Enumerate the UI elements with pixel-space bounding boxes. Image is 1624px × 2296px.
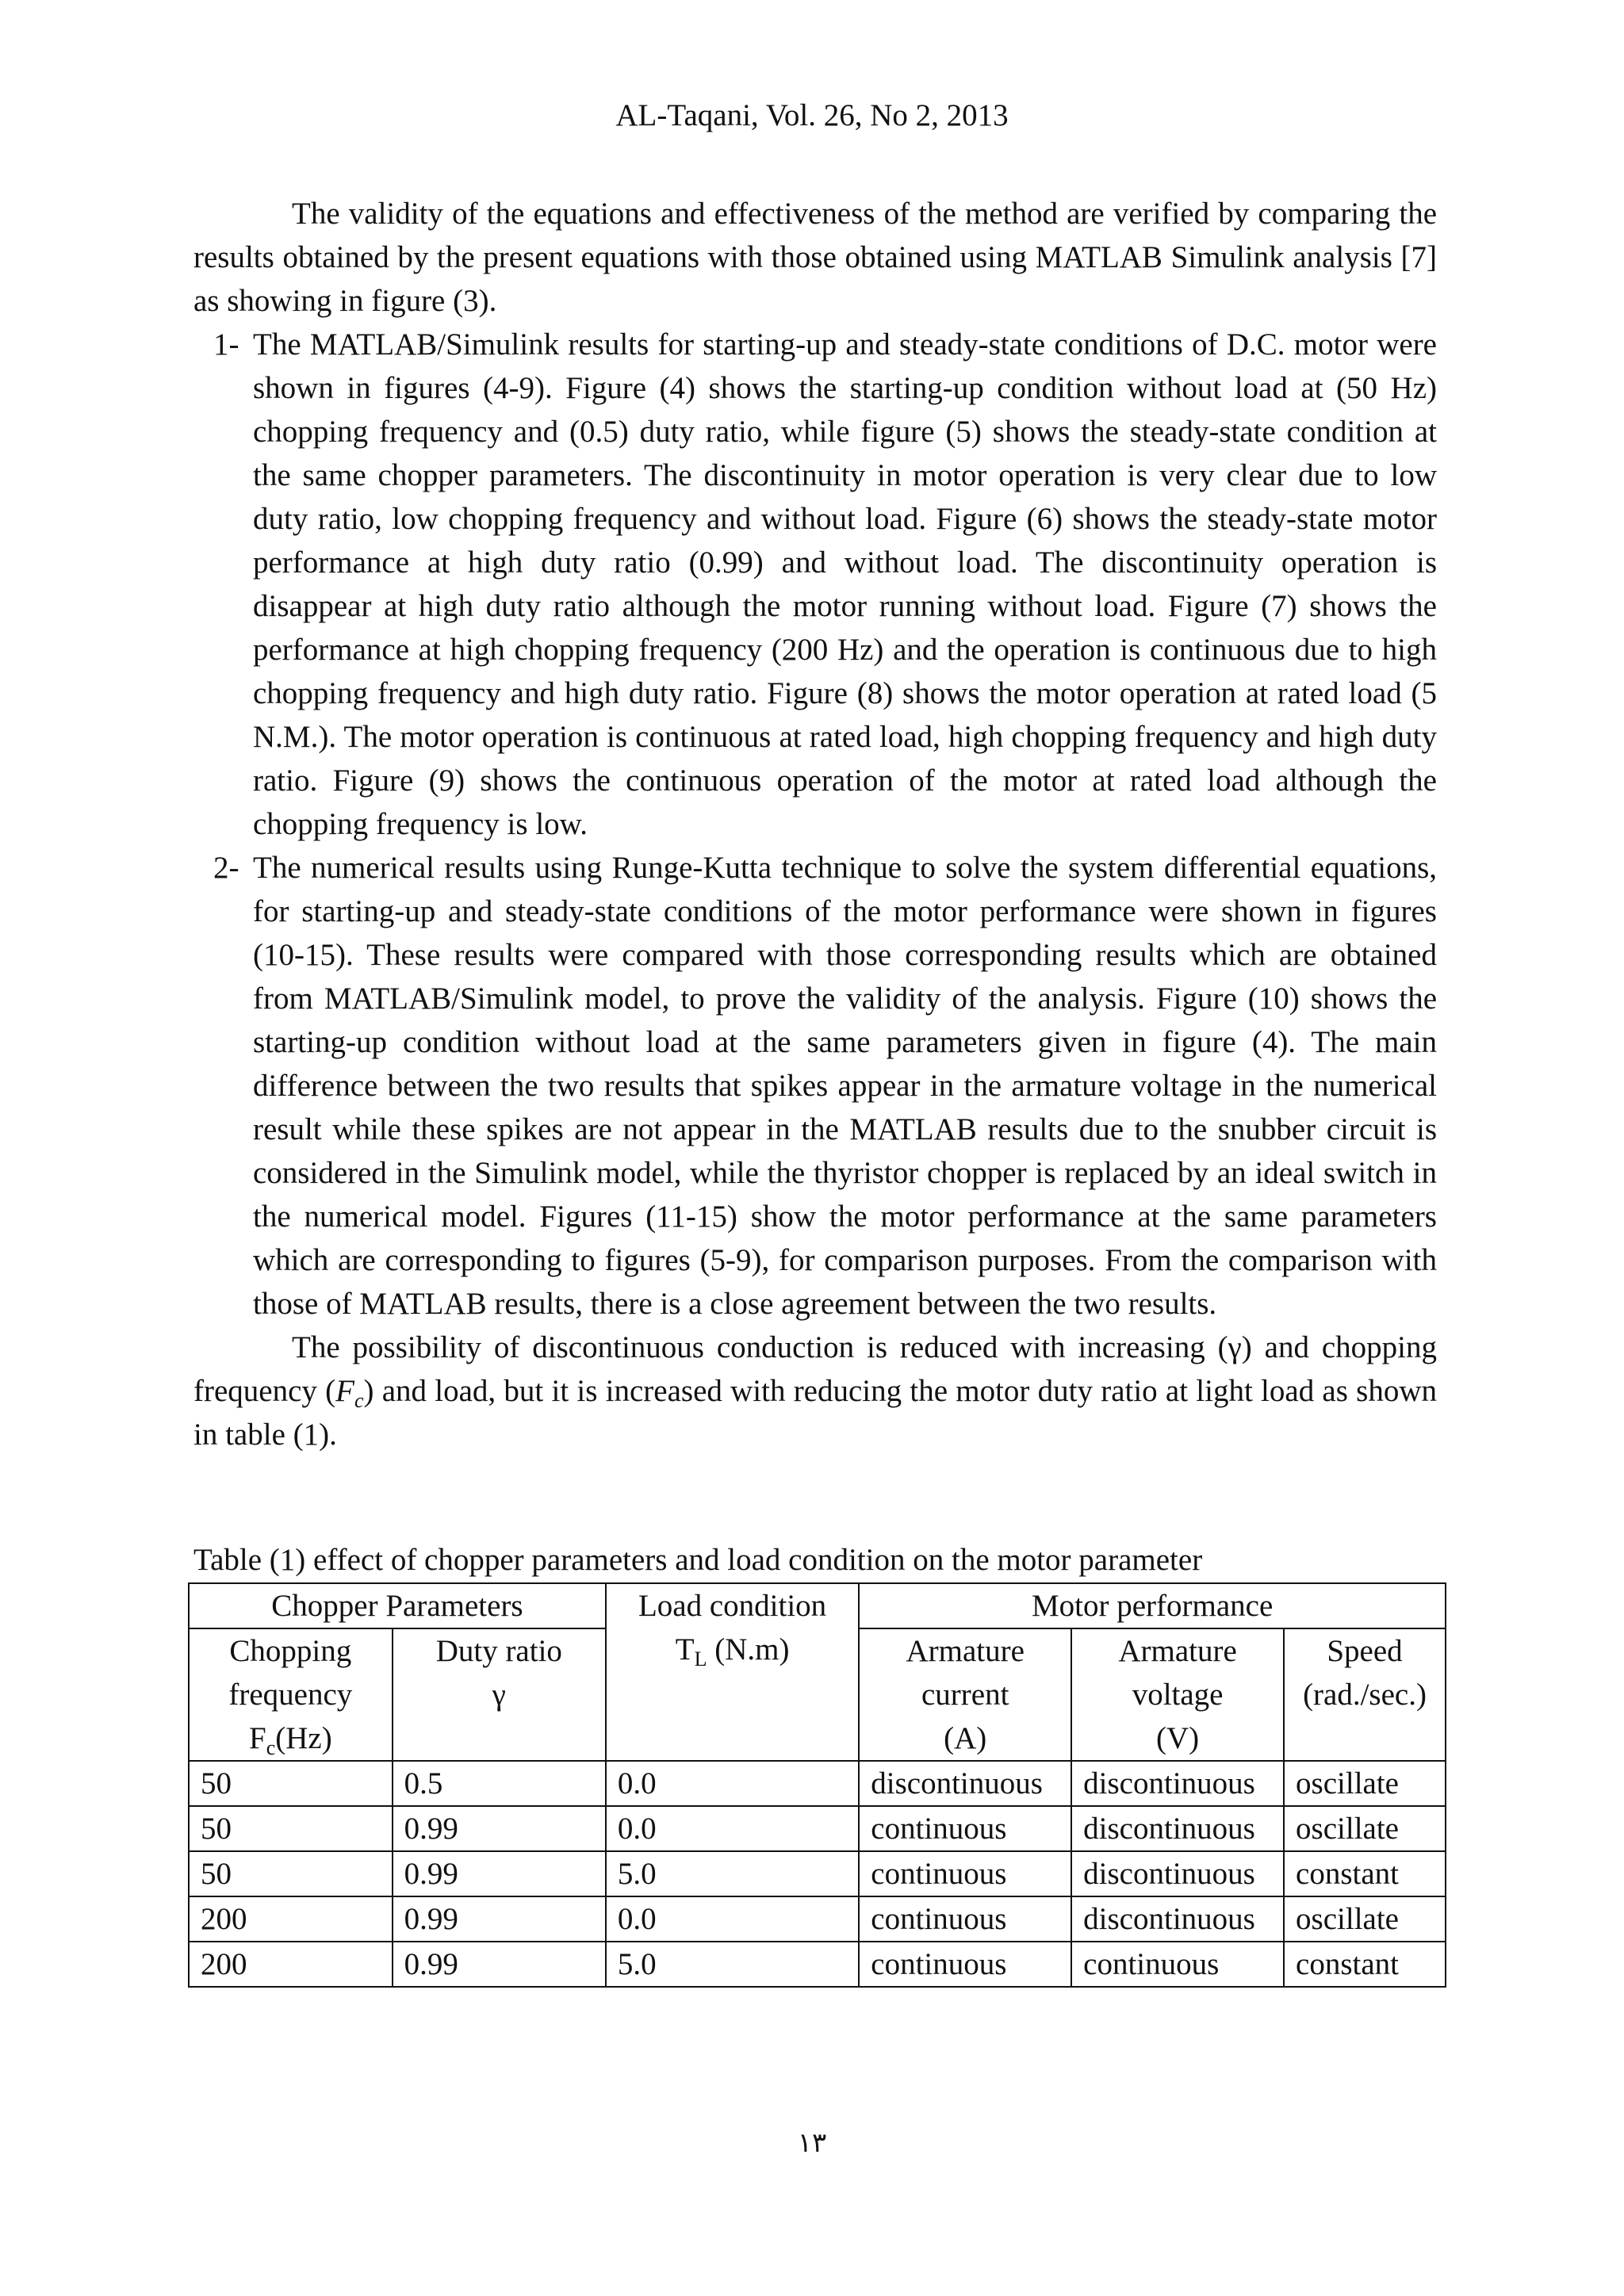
chopping-frequency-header: Chopping frequency $F_c(Hz)$ [189, 1628, 393, 1761]
cell-speed: constant [1284, 1942, 1446, 1987]
cell-load: 0.0 [606, 1896, 859, 1942]
cell-speed: constant [1284, 1851, 1446, 1896]
speed-header: Speed (rad./sec.) [1284, 1628, 1446, 1761]
list-item-text: The MATLAB/Simulink results for starting-up and steady-state conditions of D.C. motor were shown in figures (4-9). Figure (4) shows the starting-up condition without load at (50 Hz) chopping frequency and (0.5) duty ratio, while figure (5) shows the steady-state condition at the same chopper parameters. The discontinuity in motor operation is very clear due to low duty ratio, low chopping frequency and without load. Figure (6) shows the steady-state motor performance at high duty ratio (0.99) and without load. The discontinuity operation is disappear at high duty ratio although the motor running without load. Figure (7) shows the performance at high chopping frequency (200 Hz) and the operation is continuous due to high chopping frequency and high duty ratio. Figure (8) shows the motor operation at rated load (5 N.M.). The motor operation is continuous at rated load, high chopping frequency and high duty ratio. Figure (9) shows the continuous operation of the motor at rated load although the chopping frequency is low. [253, 327, 1437, 841]
cell-load: 5.0 [606, 1851, 859, 1896]
motor-performance-header: Motor performance [859, 1583, 1446, 1628]
cell-current: continuous [859, 1942, 1071, 1987]
cell-frequency: 50 [189, 1851, 393, 1896]
table-row [189, 1761, 1446, 1806]
cell-current: continuous [859, 1851, 1071, 1896]
list-item-text: The numerical results using Runge-Kutta technique to solve the system differential equations, for starting-up and steady-state conditions of the motor performance were shown in figures (10-15). These results were compared with those corresponding results which are obtained from MATLAB/Simulink model, to prove the validity of the analysis. Figure (10) shows the starting-up condition without load at the same parameters given in figure (4). The main difference between the two results that spikes appear in the armature voltage in the numerical result while these spikes are not appear in the MATLAB results due to the snubber circuit is considered in the Simulink model, while the thyristor chopper is replaced by an ideal switch in the numerical model. Figures (11-15) show the motor performance at the same parameters which are corresponding to figures (5-9), for comparison purposes. From the comparison with those of MATLAB results, there is a close agreement between the two results. [253, 851, 1437, 1321]
list-item-number: 2- [213, 851, 239, 885]
armature-current-header: Armature current (A) [859, 1628, 1071, 1761]
intro-paragraph: The validity of the equations and effectiveness of the method are verified by comparing the results obtained by the present equations with those obtained using MATLAB Simulink analysis [7] as showing in figure (3). [193, 197, 1437, 318]
cell-voltage: continuous [1071, 1942, 1284, 1987]
list-item [193, 846, 1437, 1326]
cell-voltage: discontinuous [1071, 1896, 1284, 1942]
table-row [189, 1806, 1446, 1851]
list-item-number: 1- [213, 327, 239, 362]
running-header: AL-Taqani, Vol. 26, No 2, 2013 [615, 98, 1009, 132]
page-number: ١٣ [797, 2127, 827, 2159]
table-row [189, 1942, 1446, 1987]
cell-frequency: 50 [189, 1761, 393, 1806]
cell-duty: 0.99 [393, 1896, 606, 1942]
table-group-header-row [189, 1583, 1446, 1628]
performance-table [188, 1582, 1446, 1988]
table-row [189, 1896, 1446, 1942]
duty-ratio-header: Duty ratio γ [393, 1628, 606, 1761]
body-text [193, 192, 1437, 1456]
cell-duty: 0.99 [393, 1851, 606, 1896]
cell-duty: 0.99 [393, 1806, 606, 1851]
cell-current: continuous [859, 1896, 1071, 1942]
load-condition-header: Load condition $T_L$ (N.m) [606, 1583, 859, 1761]
cell-speed: oscillate [1284, 1806, 1446, 1851]
cell-load: 0.0 [606, 1761, 859, 1806]
list-item [193, 323, 1437, 846]
cell-frequency: 50 [189, 1806, 393, 1851]
cell-load: 5.0 [606, 1942, 859, 1987]
closing-paragraph [193, 1326, 1437, 1456]
cell-duty: 0.99 [393, 1942, 606, 1987]
findings-list [193, 323, 1437, 1326]
cell-speed: oscillate [1284, 1896, 1446, 1942]
fc-symbol: $F_c$ [335, 1374, 364, 1412]
cell-voltage: discontinuous [1071, 1851, 1284, 1896]
cell-speed: oscillate [1284, 1761, 1446, 1806]
chopper-parameters-header: Chopper Parameters [189, 1583, 606, 1628]
cell-frequency: 200 [189, 1896, 393, 1942]
cell-current: discontinuous [859, 1761, 1071, 1806]
cell-voltage: discontinuous [1071, 1761, 1284, 1806]
cell-duty: 0.5 [393, 1761, 606, 1806]
cell-load: 0.0 [606, 1806, 859, 1851]
cell-voltage: discontinuous [1071, 1806, 1284, 1851]
table-row [189, 1851, 1446, 1896]
table-caption: Table (1) effect of chopper parameters and load condition on the motor parameter [193, 1543, 1203, 1577]
cell-frequency: 200 [189, 1942, 393, 1987]
closing-text-b: ) and load, but it is increased with reducing the motor duty ratio at light load as shown in table (1). [193, 1374, 1437, 1452]
armature-voltage-header: Armature voltage (V) [1071, 1628, 1284, 1761]
closing-text-a: The possibility of discontinuous conduction is reduced with increasing (γ) and chopping frequency ( [193, 1330, 1437, 1408]
cell-current: continuous [859, 1806, 1071, 1851]
